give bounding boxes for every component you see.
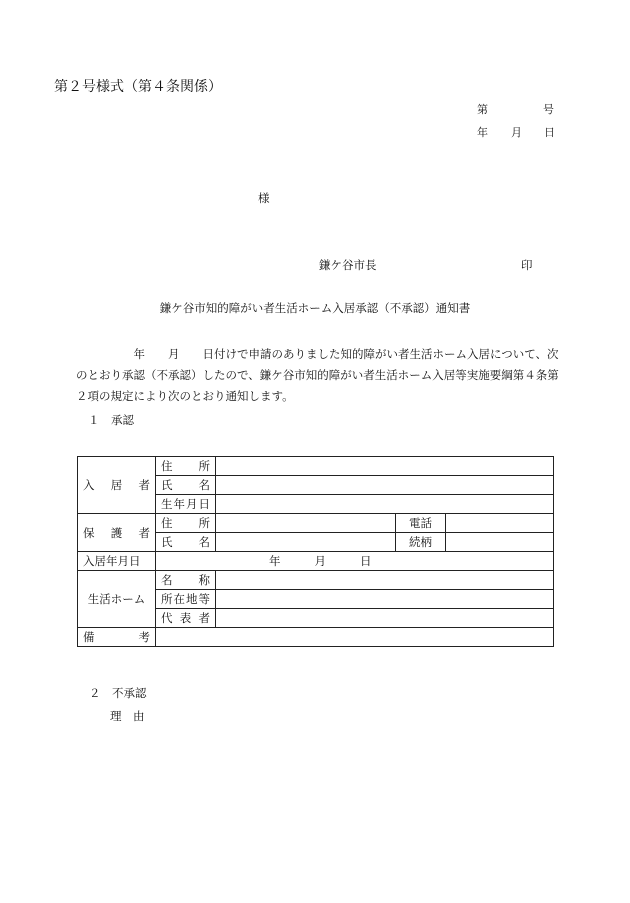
guardian-label-cell [78, 514, 156, 552]
addressee-suffix: 様 [258, 191, 270, 205]
doc-number-suffix: 号 [543, 103, 554, 116]
home-name-label: 名 称 [161, 573, 210, 587]
resident-address-field[interactable] [216, 457, 554, 476]
date-year: 年 [477, 126, 488, 139]
section-approval-heading: １ 承認 [88, 413, 134, 427]
remarks-field[interactable] [156, 628, 554, 647]
guardian-name-label: 氏 名 [161, 535, 210, 549]
guardian-phone-field[interactable] [446, 514, 554, 533]
resident-name-field[interactable] [216, 476, 554, 495]
body-line-3: ２項の規定により次のとおり通知します。 [76, 389, 294, 403]
home-representative-label-cell [156, 609, 216, 628]
move-in-date-field[interactable] [156, 552, 554, 571]
guardian-name-label-cell [156, 533, 216, 552]
guardian-name-field[interactable] [216, 533, 396, 552]
guardian-address-field[interactable] [216, 514, 396, 533]
reason-label: 理 由 [110, 709, 145, 723]
date-month: 月 [511, 126, 522, 139]
remarks-label: 備 考 [83, 630, 150, 644]
move-in-day: 日 [360, 554, 372, 568]
guardian-label: 保 護 者 [83, 525, 150, 540]
resident-label-cell [78, 457, 156, 514]
home-representative-label: 代 表 者 [161, 611, 210, 625]
resident-address-label: 住 所 [161, 459, 210, 473]
resident-dob-label-cell [156, 495, 216, 514]
home-location-label-cell [156, 590, 216, 609]
home-label: 生活ホーム [87, 592, 146, 606]
remarks-label-cell [78, 628, 156, 647]
section-rejection-heading: ２ 不承認 [89, 686, 147, 700]
home-representative-field[interactable] [216, 609, 554, 628]
guardian-address-label: 住 所 [161, 516, 210, 530]
resident-dob-label: 生 年 月 日 [161, 497, 210, 511]
body-text [76, 344, 559, 407]
document-title: 鎌ケ谷市知的障がい者生活ホーム入居承認（不承認）通知書 [159, 301, 471, 315]
home-location-field[interactable] [216, 590, 554, 609]
home-name-field[interactable] [216, 571, 554, 590]
form-number: 第２号様式（第４条関係） [54, 79, 222, 95]
home-location-label: 所 在 地 等 [161, 592, 210, 606]
date-day: 日 [544, 126, 555, 139]
resident-name-label-cell [156, 476, 216, 495]
move-in-date-label: 入居年月日 [78, 552, 156, 571]
guardian-relation-label: 続柄 [396, 533, 446, 552]
guardian-address-label-cell [156, 514, 216, 533]
sender-name: 鎌ケ谷市長 [319, 258, 377, 272]
guardian-phone-label: 電話 [396, 514, 446, 533]
info-table [77, 456, 554, 647]
doc-number-label: 第 [477, 103, 488, 116]
resident-name-label: 氏 名 [161, 478, 210, 492]
home-label-cell [78, 571, 156, 628]
resident-label: 入 居 者 [83, 478, 150, 492]
seal-mark: 印 [521, 258, 533, 272]
body-line-2: のとおり承認（不承認）したので、鎌ケ谷市知的障がい者生活ホーム入居等実施要綱第４条第 [76, 368, 559, 382]
guardian-relation-field[interactable] [446, 533, 554, 552]
body-line-1: 年 月 日付けで申請のありました知的障がい者生活ホーム入居について、次 [76, 347, 559, 361]
resident-address-label-cell [156, 457, 216, 476]
move-in-year: 年 [269, 554, 281, 568]
resident-dob-field[interactable] [216, 495, 554, 514]
home-name-label-cell [156, 571, 216, 590]
move-in-month: 月 [314, 554, 326, 568]
